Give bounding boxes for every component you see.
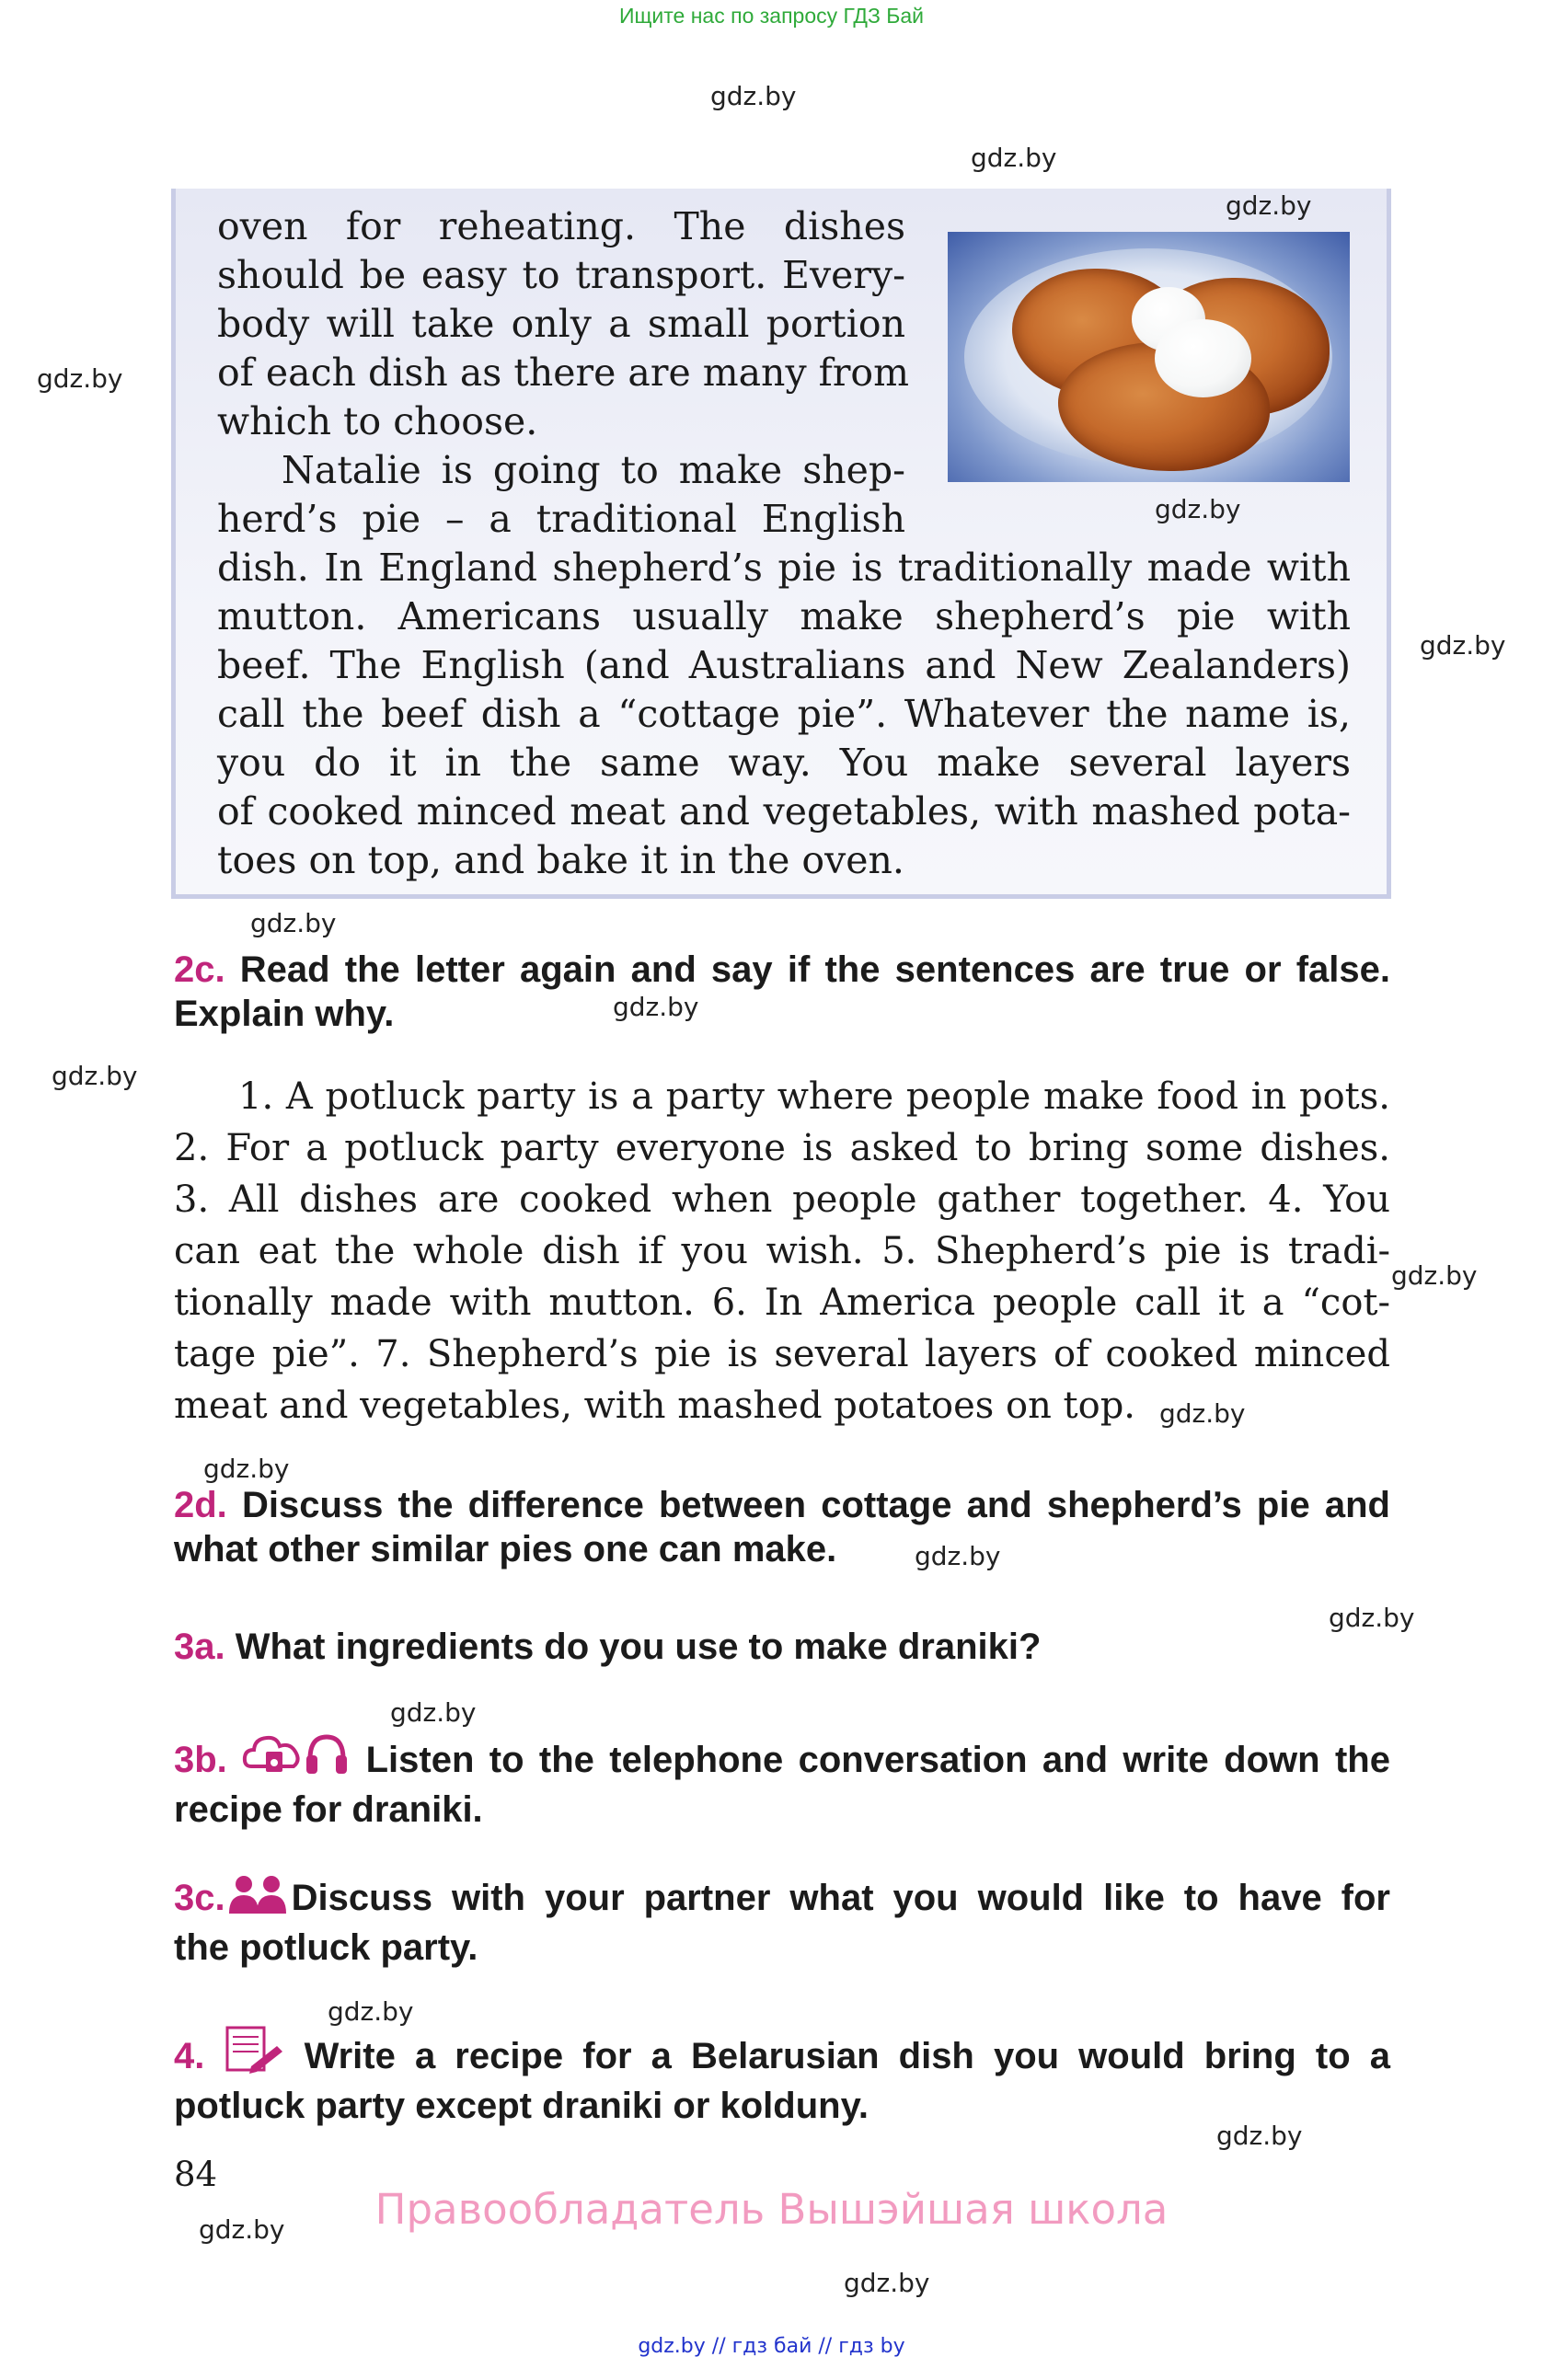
exercise-3c-heading [174,1873,1390,1970]
reading-line: herd’s pie – a traditional English [217,497,905,541]
exercise-2c-sentence: 1. A potluck party is a party where people make food in pots. [238,1075,1390,1118]
headphones-icon [303,1730,351,1788]
reading-line: body will take only a small portion [217,302,905,346]
exercise-2c-sentence: tionally made with mutton. 6. In America people call it a “cot- [174,1282,1390,1324]
exercise-2d-line: what other similar pies one can make. [174,1529,837,1569]
writing-icon [224,2026,284,2084]
exercise-2c-heading [174,948,1390,1036]
reading-line: toes on top, and bake it in the oven. [217,838,904,882]
exercise-number: 2c. [174,949,225,990]
watermark: gdz.by [203,1454,290,1484]
reading-line: should be easy to transport. Every- [217,253,905,297]
watermark: gdz.by [390,1697,477,1728]
page-number: 84 [174,2155,218,2194]
watermark: gdz.by [710,81,797,111]
reading-line: of cooked minced meat and vegetables, with mashed pota- [217,789,1351,834]
exercise-3b-heading [174,1730,1390,1832]
exercise-text: Discuss with your partner what you would like to have for [291,1878,1390,1918]
watermark: gdz.by [328,1996,414,2027]
watermark: gdz.by [1391,1260,1478,1291]
reading-line: you do it in the same way. You make several layers [217,741,1351,785]
watermark: gdz.by [844,2268,930,2298]
exercise-3c-line: the potluck party. [174,1927,478,1968]
cd-icon [242,1730,303,1788]
watermark: gdz.by [1226,190,1312,221]
bottom-links[interactable]: gdz.by // гдз бай // гдз by [638,2335,905,2358]
exercise-4-line: potluck party except draniki or kolduny. [174,2086,869,2126]
pair-work-icon [225,1873,292,1926]
exercise-text: What ingredients do you use to make draniki? [235,1627,1042,1667]
exercise-3b-line: recipe for draniki. [174,1789,483,1830]
exercise-3a-heading [174,1625,1390,1669]
watermark: gdz.by [1216,2121,1303,2151]
rights-holder: Правообладатель Вышэйшая школа [374,2185,1169,2234]
exercise-2c-line: Explain why. [174,994,395,1034]
exercise-2c-sentence: tage pie”. 7. Shepherd’s pie is several layers of cooked minced [174,1333,1390,1375]
exercise-2d-line [174,1483,1390,1527]
sour-cream [1155,319,1251,397]
reading-line: of each dish as there are many from [217,351,909,395]
exercise-number: 3c. [174,1878,225,1918]
reading-line: mutton. Americans usually make shepherd’s pie with [217,594,1351,638]
exercise-2d-heading [174,1483,1390,1571]
exercise-number: 4. [174,2036,205,2076]
watermark: gdz.by [250,908,337,938]
watermark: gdz.by [915,1541,1001,1571]
reading-line: Natalie is going to make shep- [282,448,905,492]
exercise-text: Read the letter again and say if the sentences are true or false. [239,949,1390,990]
draniki-photo [948,232,1350,482]
watermark: gdz.by [613,992,699,1022]
reading-line: dish. In England shepherd’s pie is traditionally made with [217,546,1351,590]
exercise-2c-sentence: 2. For a potluck party everyone is asked to bring some dishes. [174,1127,1390,1169]
exercise-3c-line [174,1873,1390,1926]
exercise-text: Listen to the telephone conversation and write down the [365,1740,1390,1780]
top-banner[interactable]: Ищите нас по запросу ГДЗ Бай [618,4,925,28]
exercise-2c-sentence: can eat the whole dish if you wish. 5. Shepherd’s pie is tradi- [174,1230,1390,1272]
exercise-2c-sentence: 3. All dishes are cooked when people gather together. 4. You [174,1179,1390,1221]
reading-line: oven for reheating. The dishes [217,204,905,248]
watermark: gdz.by [199,2214,285,2245]
reading-line: call the beef dish a “cottage pie”. Whatever the name is, [217,692,1351,736]
watermark: gdz.by [971,143,1057,173]
exercise-4-line [174,2026,1390,2084]
watermark: gdz.by [1420,630,1506,661]
exercise-number: 2d. [174,1485,227,1525]
exercise-2c-line [174,948,1390,992]
watermark: gdz.by [52,1061,138,1091]
exercise-text: Write a recipe for a Belarusian dish you would bring to a [304,2036,1390,2076]
exercise-3b-line [174,1730,1390,1788]
watermark: gdz.by [1329,1603,1415,1633]
watermark: gdz.by [1155,494,1241,524]
exercise-2c-sentence: meat and vegetables, with mashed potatoes on top. [174,1385,1136,1427]
watermark: gdz.by [1159,1398,1246,1429]
exercise-number: 3b. [174,1740,227,1780]
exercise-4-heading [174,2026,1390,2128]
exercise-text: Discuss the difference between cottage and shepherd’s pie and [241,1485,1390,1525]
watermark: gdz.by [37,363,123,394]
reading-line: beef. The English (and Australians and New Zealanders) [217,643,1351,687]
reading-line: which to choose. [217,399,538,443]
exercise-number: 3a. [174,1627,225,1667]
